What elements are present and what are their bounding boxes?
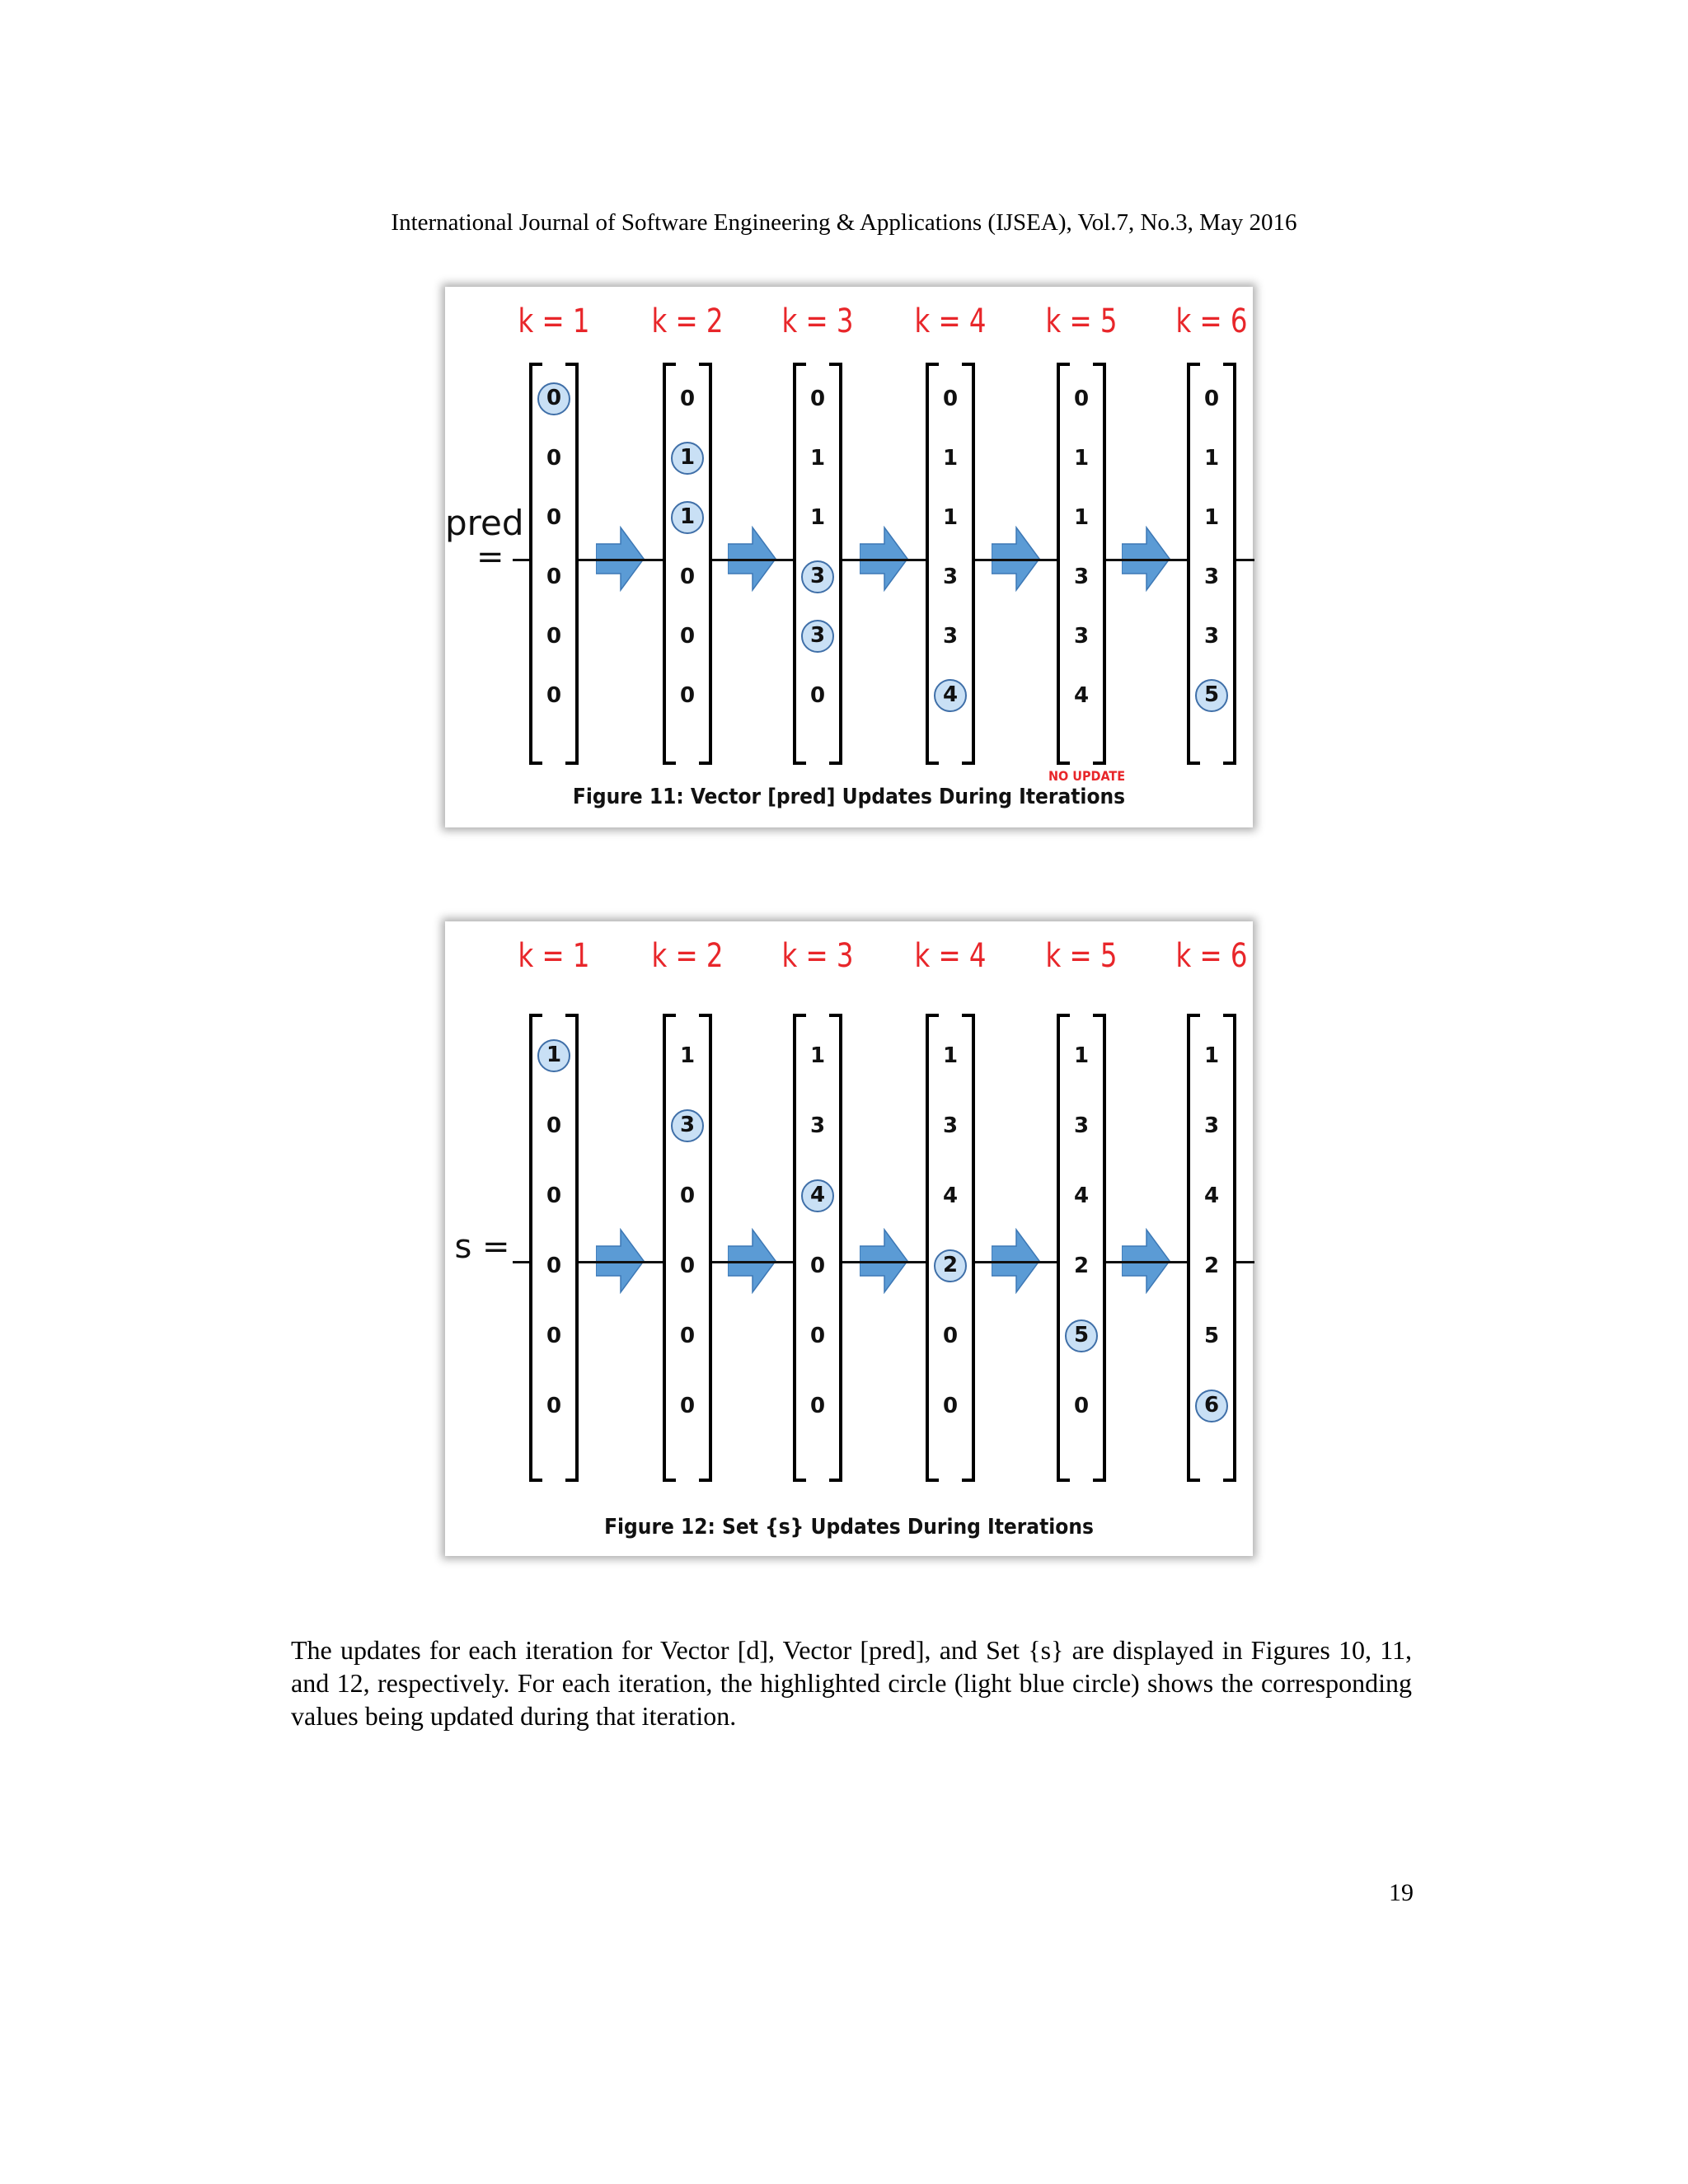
vector-value: 3 — [942, 624, 959, 649]
vector-value: 1 — [809, 505, 826, 530]
vector-value: 1 — [942, 446, 959, 471]
highlighted-value: 0 — [537, 382, 570, 415]
vector-value: 3 — [1073, 624, 1090, 649]
connector-line-end — [1236, 559, 1254, 561]
vector-value: 0 — [679, 565, 696, 589]
page-number: 19 — [1389, 1879, 1414, 1906]
vector-value: 3 — [1073, 565, 1090, 589]
vector-value: 1 — [809, 446, 826, 471]
connector-line — [513, 1261, 529, 1263]
vector-value: 1 — [1073, 446, 1090, 471]
highlighted-value: 4 — [801, 1179, 834, 1212]
vector-value: 0 — [546, 683, 562, 708]
figure-12-set-updates — [445, 921, 1253, 1556]
vector-value: 0 — [546, 565, 562, 589]
vector-value: 4 — [1073, 683, 1090, 708]
connector-line-end — [1236, 1261, 1254, 1263]
vector-value: 2 — [1203, 1254, 1220, 1278]
vector-value: 0 — [546, 1394, 562, 1418]
vector-value: 1 — [942, 1043, 959, 1068]
highlighted-value: 1 — [671, 501, 704, 534]
vector-value: 1 — [1203, 505, 1220, 530]
connector-line — [712, 1261, 793, 1263]
vector-value: 4 — [1203, 1183, 1220, 1208]
highlighted-value: 3 — [671, 1109, 704, 1142]
vector-value: 0 — [809, 1394, 826, 1418]
row-label: s = — [454, 1228, 510, 1266]
highlighted-value: 6 — [1195, 1390, 1228, 1422]
connector-line — [579, 559, 663, 561]
highlighted-value: 1 — [537, 1039, 570, 1072]
k-label-1: k = 1 — [518, 302, 590, 340]
connector-line — [1106, 1261, 1187, 1263]
row-label-equals: = — [476, 538, 504, 576]
vector-value: 1 — [1203, 446, 1220, 471]
figure-11-pred-updates — [445, 287, 1253, 827]
connector-line — [842, 559, 926, 561]
k-label-4: k = 4 — [914, 302, 987, 340]
vector-value: 0 — [546, 1113, 562, 1138]
connector-line — [842, 1261, 926, 1263]
k-label-5: k = 5 — [1045, 302, 1118, 340]
k-label-2: k = 2 — [651, 937, 724, 975]
no-update-note: NO UPDATE — [1048, 768, 1126, 784]
vector-value: 0 — [679, 683, 696, 708]
k-label-6: k = 6 — [1175, 302, 1248, 340]
k-label-2: k = 2 — [651, 302, 724, 340]
highlighted-value: 5 — [1195, 679, 1228, 712]
vector-value: 1 — [809, 1043, 826, 1068]
vector-value: 3 — [942, 1113, 959, 1138]
vector-value: 1 — [1073, 505, 1090, 530]
k-label-6: k = 6 — [1175, 937, 1248, 975]
vector-value: 1 — [1073, 1043, 1090, 1068]
vector-value: 1 — [679, 1043, 696, 1068]
vector-value: 3 — [1203, 624, 1220, 649]
highlighted-value: 1 — [671, 442, 704, 475]
highlighted-value: 2 — [934, 1249, 967, 1282]
vector-value: 0 — [546, 624, 562, 649]
row-label: pred — [445, 503, 524, 543]
vector-value: 0 — [1203, 387, 1220, 411]
vector-value: 1 — [942, 505, 959, 530]
vector-value: 3 — [809, 1113, 826, 1138]
vector-value: 0 — [809, 387, 826, 411]
k-label-3: k = 3 — [781, 937, 854, 975]
vector-value: 0 — [809, 1324, 826, 1348]
vector-value: 4 — [942, 1183, 959, 1208]
connector-line — [975, 1261, 1057, 1263]
vector-value: 0 — [546, 1183, 562, 1208]
vector-value: 3 — [942, 565, 959, 589]
k-label-5: k = 5 — [1045, 937, 1118, 975]
vector-value: 0 — [942, 1324, 959, 1348]
vector-value: 0 — [679, 624, 696, 649]
vector-value: 0 — [809, 683, 826, 708]
connector-line — [579, 1261, 663, 1263]
running-header: International Journal of Software Engineering & Applications (IJSEA), Vol.7, No.3, May 2016 — [391, 209, 1297, 236]
vector-value: 0 — [942, 1394, 959, 1418]
vector-value: 3 — [1203, 565, 1220, 589]
vector-value: 0 — [809, 1254, 826, 1278]
connector-line — [975, 559, 1057, 561]
highlighted-value: 3 — [801, 560, 834, 593]
highlighted-value: 3 — [801, 620, 834, 653]
figure-caption: Figure 11: Vector [pred] Updates During Iterations — [572, 785, 1126, 809]
vector-value: 4 — [1073, 1183, 1090, 1208]
connector-line — [712, 559, 793, 561]
vector-value: 0 — [1073, 387, 1090, 411]
vector-value: 0 — [679, 1324, 696, 1348]
vector-value: 0 — [679, 1254, 696, 1278]
vector-value: 5 — [1203, 1324, 1220, 1348]
body-paragraph: The updates for each iteration for Vector [d], Vector [pred], and Set {s} are displayed in Figures 10, 11, and 12, respectively. For each iteration, the highlighted circle (light blue circle) shows the corresponding values being updated during that iteration. — [291, 1635, 1412, 1731]
vector-value: 0 — [546, 505, 562, 530]
vector-value: 0 — [679, 1394, 696, 1418]
highlighted-value: 4 — [934, 679, 967, 712]
vector-value: 3 — [1203, 1113, 1220, 1138]
k-label-3: k = 3 — [781, 302, 854, 340]
vector-value: 0 — [546, 446, 562, 471]
vector-value: 2 — [1073, 1254, 1090, 1278]
vector-value: 1 — [1203, 1043, 1220, 1068]
figure-caption: Figure 12: Set {s} Updates During Iterations — [604, 1515, 1094, 1540]
highlighted-value: 5 — [1065, 1319, 1098, 1352]
vector-value: 0 — [679, 1183, 696, 1208]
connector-line — [1106, 559, 1187, 561]
vector-value: 0 — [942, 387, 959, 411]
vector-value: 0 — [546, 1324, 562, 1348]
k-label-1: k = 1 — [518, 937, 590, 975]
connector-line — [513, 559, 529, 561]
vector-value: 0 — [679, 387, 696, 411]
vector-value: 3 — [1073, 1113, 1090, 1138]
vector-value: 0 — [546, 1254, 562, 1278]
vector-value: 0 — [1073, 1394, 1090, 1418]
k-label-4: k = 4 — [914, 937, 987, 975]
